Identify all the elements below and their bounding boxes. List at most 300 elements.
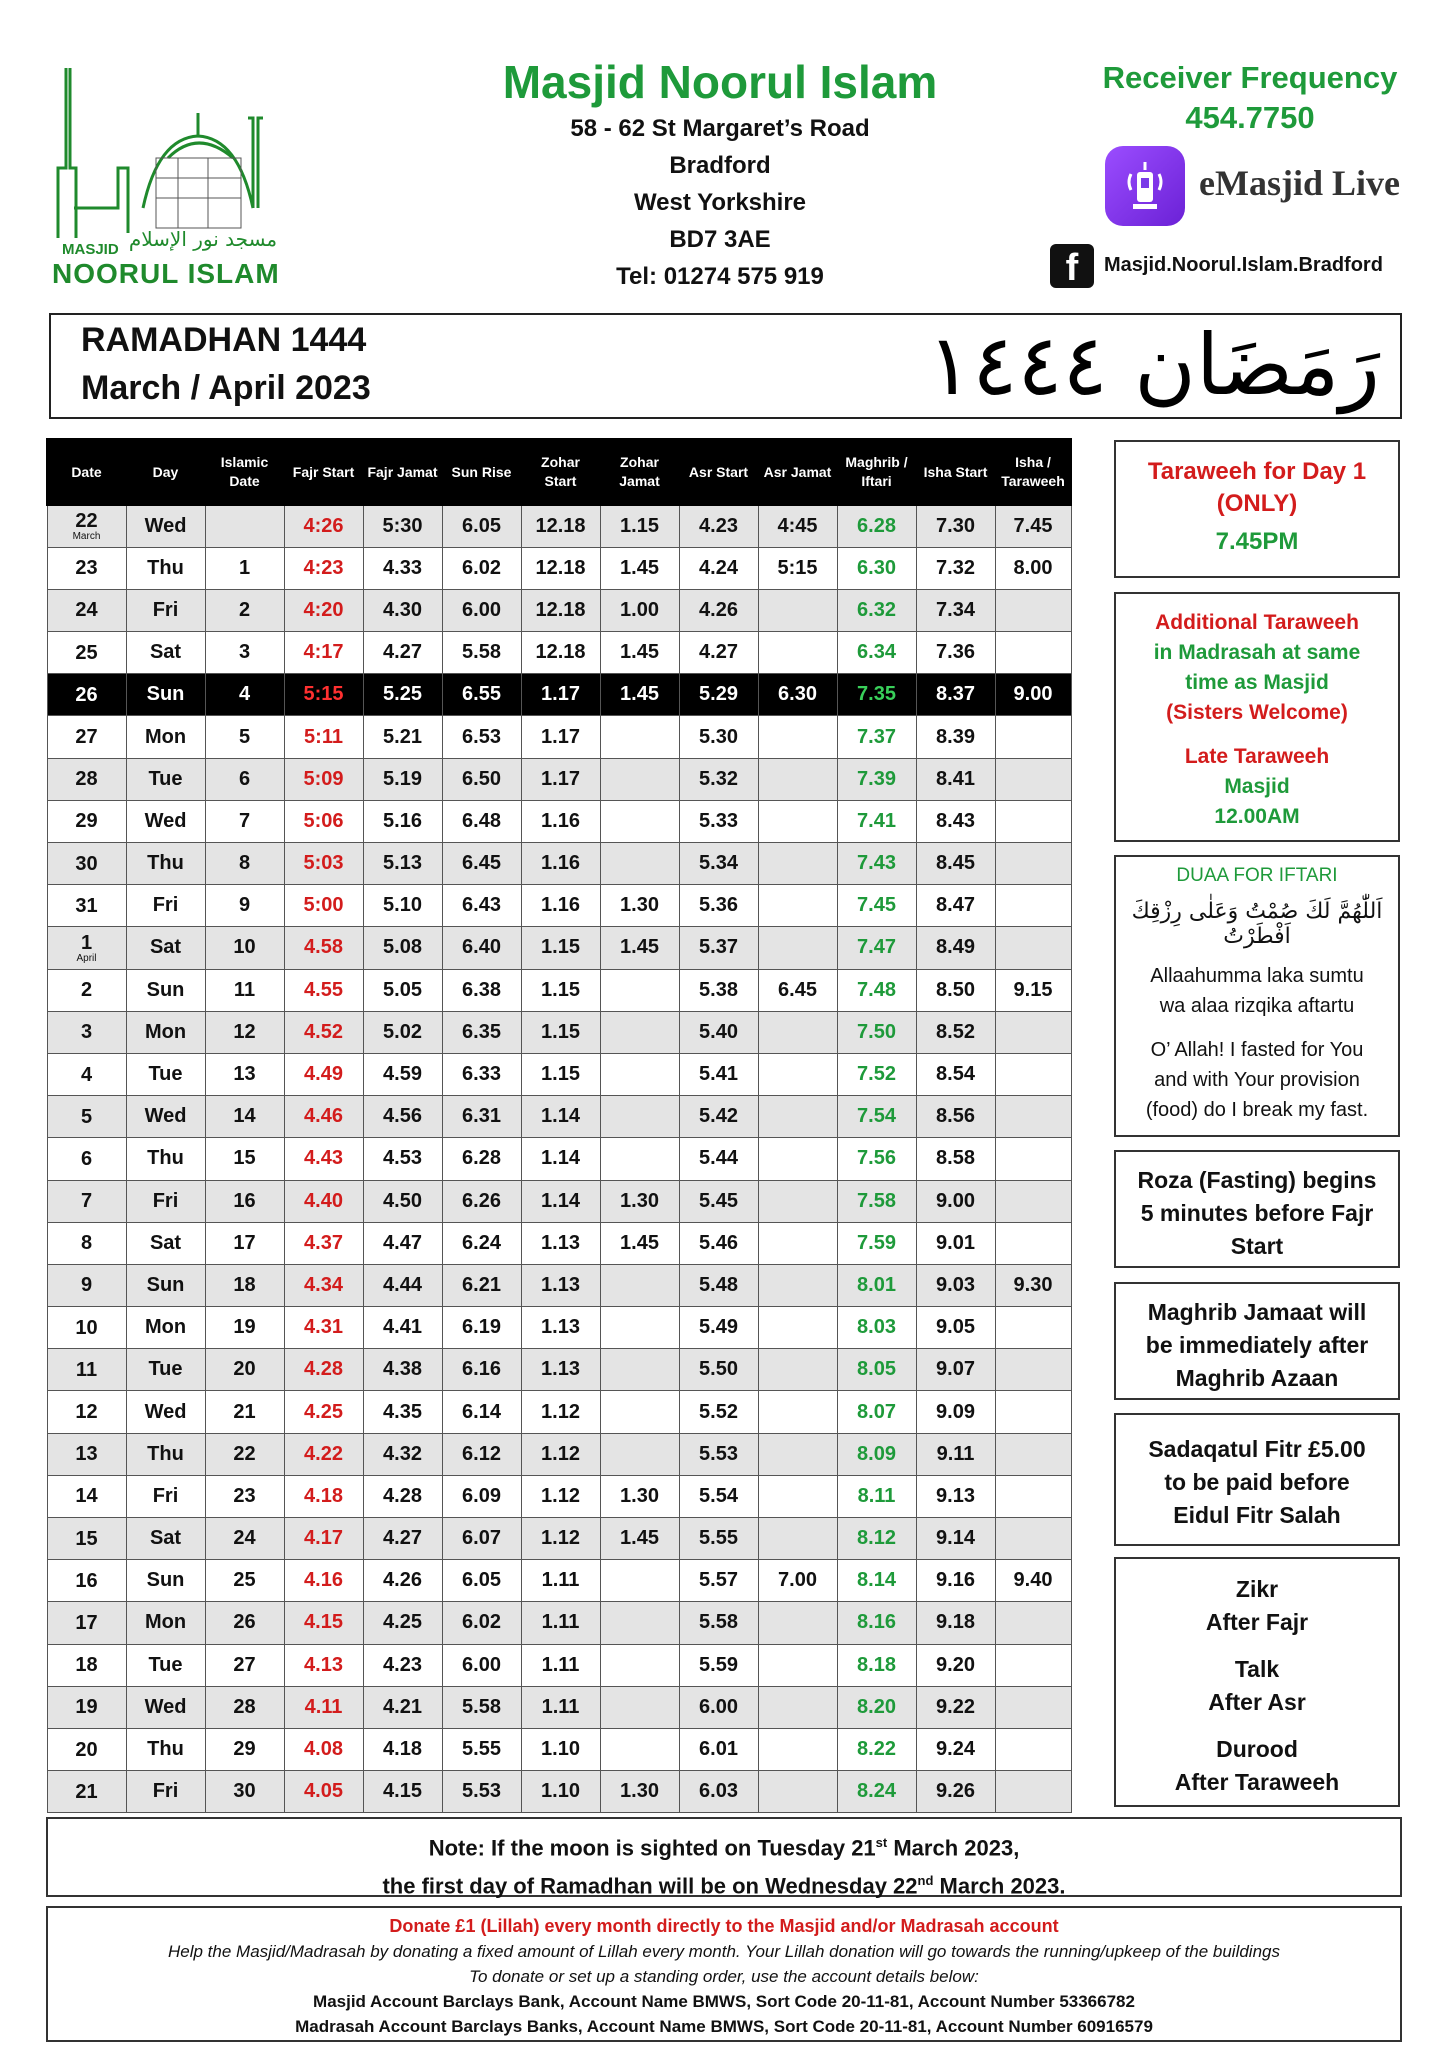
- isha-start-cell: 8.50: [916, 969, 995, 1011]
- sunrise-cell: 6.43: [442, 885, 521, 927]
- roza-line: Roza (Fasting) begins: [1137, 1167, 1377, 1193]
- maghrib-iftari-cell: 8.22: [837, 1728, 916, 1770]
- taraweeh-day1-title: Taraweeh for Day 1: [1147, 458, 1367, 485]
- zohar-start-cell: 1.11: [521, 1686, 600, 1728]
- islamic-date-cell: 4: [205, 674, 284, 716]
- taraweeh-day1-time: 7.45PM: [1215, 528, 1299, 555]
- date-cell: 1 April: [47, 927, 126, 969]
- ramadhan-title-box: [49, 313, 1402, 419]
- donation-box: [46, 1906, 1402, 2042]
- sadaqa-line: Eidul Fitr Salah: [1173, 1502, 1341, 1528]
- date-cell: 11: [47, 1349, 126, 1391]
- maghrib-iftari-cell: 7.47: [837, 927, 916, 969]
- date-cell: 31: [47, 885, 126, 927]
- duaa-translit-line: Allaahumma laka sumtu: [1150, 965, 1364, 987]
- fajr-jamat-cell: 4.18: [363, 1728, 442, 1770]
- zohar-jamat-cell: [600, 1560, 679, 1602]
- fajr-jamat-cell: 4.32: [363, 1433, 442, 1475]
- sunrise-cell: 6.24: [442, 1222, 521, 1264]
- isha-start-cell: 9.03: [916, 1264, 995, 1306]
- isha-taraweeh-cell: [995, 1053, 1071, 1095]
- isha-taraweeh-cell: [995, 927, 1071, 969]
- isha-taraweeh-cell: [995, 1307, 1071, 1349]
- roza-line: Start: [1230, 1233, 1284, 1259]
- isha-start-cell: 7.32: [916, 547, 995, 589]
- zohar-start-cell: 1.11: [521, 1602, 600, 1644]
- durood-line: After Taraweeh: [1174, 1769, 1340, 1795]
- fajr-jamat-cell: 5.02: [363, 1011, 442, 1053]
- isha-start-cell: 8.41: [916, 758, 995, 800]
- duaa-english-line: O’ Allah! I fasted for You: [1150, 1039, 1364, 1061]
- zohar-start-cell: 1.12: [521, 1391, 600, 1433]
- asr-jamat-cell: [758, 1728, 837, 1770]
- roza-line: 5 minutes before Fajr: [1140, 1200, 1374, 1226]
- fajr-jamat-cell: 5.25: [363, 674, 442, 716]
- table-row: [47, 589, 1071, 631]
- address-line: Bradford: [669, 152, 771, 179]
- fajr-start-cell: 4.58: [284, 927, 363, 969]
- table-row: [47, 1475, 1071, 1517]
- zohar-start-cell: 1.15: [521, 969, 600, 1011]
- asr-start-cell: 5.29: [679, 674, 758, 716]
- islamic-date-cell: 24: [205, 1518, 284, 1560]
- duaa-title: DUAA FOR IFTARI: [1176, 865, 1338, 886]
- asr-jamat-cell: [758, 589, 837, 631]
- zohar-start-cell: 1.16: [521, 800, 600, 842]
- address-line: West Yorkshire: [633, 189, 807, 216]
- zohar-jamat-cell: [600, 1686, 679, 1728]
- asr-start-cell: 5.45: [679, 1180, 758, 1222]
- asr-start-cell: 5.32: [679, 758, 758, 800]
- isha-start-cell: 8.37: [916, 674, 995, 716]
- fajr-jamat-cell: 4.50: [363, 1180, 442, 1222]
- zohar-start-cell: 1.15: [521, 1011, 600, 1053]
- column-header: Maghrib / Iftari: [837, 439, 916, 505]
- asr-jamat-cell: [758, 1096, 837, 1138]
- fajr-start-cell: 4.25: [284, 1391, 363, 1433]
- isha-start-cell: 8.45: [916, 843, 995, 885]
- sunrise-cell: 6.21: [442, 1264, 521, 1306]
- maghrib-iftari-cell: 7.43: [837, 843, 916, 885]
- date-cell: 19: [47, 1686, 126, 1728]
- fajr-jamat-cell: 4.47: [363, 1222, 442, 1264]
- asr-start-cell: 4.23: [679, 505, 758, 547]
- asr-jamat-cell: [758, 1307, 837, 1349]
- zohar-jamat-cell: [600, 843, 679, 885]
- sunrise-cell: 6.02: [442, 547, 521, 589]
- maghrib-line: Maghrib Azaan: [1175, 1365, 1339, 1391]
- fajr-jamat-cell: 4.27: [363, 1518, 442, 1560]
- isha-start-cell: 7.36: [916, 632, 995, 674]
- table-row: [47, 1011, 1071, 1053]
- asr-jamat-cell: 5:15: [758, 547, 837, 589]
- islamic-date-cell: 30: [205, 1771, 284, 1813]
- asr-jamat-cell: [758, 885, 837, 927]
- asr-start-cell: 5.55: [679, 1518, 758, 1560]
- day-cell: Sun: [126, 1560, 205, 1602]
- asr-jamat-cell: [758, 632, 837, 674]
- masjid-name: Masjid Noorul Islam: [502, 56, 938, 108]
- islamic-date-cell: [205, 505, 284, 547]
- zohar-start-cell: 1.13: [521, 1222, 600, 1264]
- column-header: Day: [126, 439, 205, 505]
- day-cell: Mon: [126, 716, 205, 758]
- sunrise-cell: 6.00: [442, 1644, 521, 1686]
- fajr-jamat-cell: 4.41: [363, 1307, 442, 1349]
- table-row: [47, 1349, 1071, 1391]
- isha-start-cell: 7.34: [916, 589, 995, 631]
- isha-taraweeh-cell: 9.30: [995, 1264, 1071, 1306]
- table-row: [47, 1771, 1071, 1813]
- isha-taraweeh-cell: [995, 1771, 1071, 1813]
- zohar-jamat-cell: 1.15: [600, 505, 679, 547]
- fajr-jamat-cell: 4.53: [363, 1138, 442, 1180]
- day-cell: Tue: [126, 758, 205, 800]
- isha-start-cell: 8.56: [916, 1096, 995, 1138]
- zohar-jamat-cell: [600, 1096, 679, 1138]
- month-label: March: [72, 531, 101, 543]
- asr-start-cell: 5.40: [679, 1011, 758, 1053]
- asr-start-cell: 5.34: [679, 843, 758, 885]
- telephone: Tel: 01274 575 919: [616, 263, 824, 290]
- sunrise-cell: 6.55: [442, 674, 521, 716]
- zohar-start-cell: 1.17: [521, 674, 600, 716]
- fajr-jamat-cell: 5:30: [363, 505, 442, 547]
- date-cell: 21: [47, 1771, 126, 1813]
- date-cell: 17: [47, 1602, 126, 1644]
- maghrib-iftari-cell: 7.56: [837, 1138, 916, 1180]
- asr-start-cell: 5.52: [679, 1391, 758, 1433]
- facebook-handle: Masjid.Noorul.Islam.Bradford: [1104, 254, 1383, 276]
- islamic-date-cell: 3: [205, 632, 284, 674]
- date-cell: 5: [47, 1096, 126, 1138]
- maghrib-iftari-cell: 8.07: [837, 1391, 916, 1433]
- zohar-jamat-cell: 1.45: [600, 927, 679, 969]
- maghrib-iftari-cell: 6.34: [837, 632, 916, 674]
- sunrise-cell: 6.02: [442, 1602, 521, 1644]
- duaa-english: [1116, 1035, 1398, 1125]
- asr-jamat-cell: [758, 1053, 837, 1095]
- maghrib-iftari-cell: 8.18: [837, 1644, 916, 1686]
- isha-taraweeh-cell: [995, 716, 1071, 758]
- fajr-start-cell: 4:26: [284, 505, 363, 547]
- asr-jamat-cell: [758, 1771, 837, 1813]
- sunrise-cell: 6.50: [442, 758, 521, 800]
- islamic-date-cell: 29: [205, 1728, 284, 1770]
- day-cell: Fri: [126, 1180, 205, 1222]
- asr-start-cell: 5.49: [679, 1307, 758, 1349]
- zohar-jamat-cell: 1.00: [600, 589, 679, 631]
- isha-taraweeh-cell: [995, 1222, 1071, 1264]
- table-row: [47, 800, 1071, 842]
- zohar-jamat-cell: [600, 800, 679, 842]
- maghrib-iftari-cell: 7.45: [837, 885, 916, 927]
- asr-jamat-cell: [758, 1602, 837, 1644]
- isha-start-cell: 9.14: [916, 1518, 995, 1560]
- table-row: [47, 632, 1071, 674]
- zohar-start-cell: 1.10: [521, 1728, 600, 1770]
- logo-arabic-text: مسجد نور الإسلام: [128, 227, 278, 251]
- isha-start-cell: 9.13: [916, 1475, 995, 1517]
- isha-taraweeh-cell: [995, 758, 1071, 800]
- maghrib-line: be immediately after: [1145, 1332, 1369, 1358]
- zohar-jamat-cell: 1.30: [600, 885, 679, 927]
- table-row: [47, 969, 1071, 1011]
- title-months: March / April 2023: [81, 369, 371, 407]
- isha-start-cell: 9.26: [916, 1771, 995, 1813]
- islamic-date-cell: 1: [205, 547, 284, 589]
- logo-noorul-word: NOORUL ISLAM: [52, 258, 280, 289]
- day-cell: Sat: [126, 1518, 205, 1560]
- duaa-arabic: اَللّٰهُمَّ لَكَ صُمْتُ وَعَلٰى رِزْقِكَ اَفْطَرْتُ: [1131, 899, 1383, 949]
- fajr-start-cell: 4.28: [284, 1349, 363, 1391]
- day-cell: Wed: [126, 800, 205, 842]
- fajr-jamat-cell: 4.56: [363, 1096, 442, 1138]
- sunrise-cell: 6.12: [442, 1433, 521, 1475]
- date-cell: 29: [47, 800, 126, 842]
- isha-start-cell: 8.47: [916, 885, 995, 927]
- sadaqa-line: to be paid before: [1164, 1469, 1350, 1495]
- maghrib-iftari-cell: 7.35: [837, 674, 916, 716]
- isha-taraweeh-cell: [995, 1728, 1071, 1770]
- zohar-start-cell: 12.18: [521, 547, 600, 589]
- duaa-box: [1114, 855, 1400, 1137]
- zohar-jamat-cell: [600, 1307, 679, 1349]
- prayer-timetable: [46, 438, 1072, 1813]
- isha-taraweeh-cell: 7.45: [995, 505, 1071, 547]
- zohar-start-cell: 1.13: [521, 1264, 600, 1306]
- zohar-jamat-cell: [600, 1349, 679, 1391]
- asr-start-cell: 5.37: [679, 927, 758, 969]
- islamic-date-cell: 11: [205, 969, 284, 1011]
- zohar-jamat-cell: [600, 1644, 679, 1686]
- fajr-start-cell: 5:11: [284, 716, 363, 758]
- zohar-start-cell: 1.14: [521, 1096, 600, 1138]
- fajr-start-cell: 5:15: [284, 674, 363, 716]
- fajr-jamat-cell: 4.26: [363, 1560, 442, 1602]
- isha-taraweeh-cell: [995, 1096, 1071, 1138]
- day-cell: Wed: [126, 1391, 205, 1433]
- date-cell: 9: [47, 1264, 126, 1306]
- maghrib-iftari-cell: 6.30: [837, 547, 916, 589]
- address-line: 58 - 62 St Margaret’s Road: [570, 115, 870, 142]
- table-row: [47, 885, 1071, 927]
- table-row: [47, 1686, 1071, 1728]
- table-body: [47, 505, 1071, 1813]
- date-cell: 3: [47, 1011, 126, 1053]
- asr-start-cell: 5.46: [679, 1222, 758, 1264]
- islamic-date-cell: 25: [205, 1560, 284, 1602]
- asr-start-cell: 4.27: [679, 632, 758, 674]
- day-cell: Mon: [126, 1011, 205, 1053]
- fajr-jamat-cell: 4.35: [363, 1391, 442, 1433]
- maghrib-iftari-cell: 7.37: [837, 716, 916, 758]
- fajr-jamat-cell: 4.33: [363, 547, 442, 589]
- fajr-start-cell: 5:06: [284, 800, 363, 842]
- islamic-date-cell: 16: [205, 1180, 284, 1222]
- talk-line: After Asr: [1208, 1689, 1306, 1715]
- receiver-info: [1080, 58, 1420, 138]
- maghrib-iftari-cell: 6.32: [837, 589, 916, 631]
- asr-jamat-cell: [758, 800, 837, 842]
- islamic-date-cell: 28: [205, 1686, 284, 1728]
- maghrib-iftari-cell: 8.14: [837, 1560, 916, 1602]
- zohar-start-cell: 1.17: [521, 758, 600, 800]
- zikr-talk-durood-box: [1114, 1557, 1400, 1807]
- table-row: [47, 1602, 1071, 1644]
- asr-jamat-cell: [758, 758, 837, 800]
- isha-start-cell: 9.00: [916, 1180, 995, 1222]
- islamic-date-cell: 23: [205, 1475, 284, 1517]
- column-header: Isha / Taraweeh: [995, 439, 1071, 505]
- date-cell: 28: [47, 758, 126, 800]
- date-cell: 4: [47, 1053, 126, 1095]
- fajr-start-cell: 4.05: [284, 1771, 363, 1813]
- fajr-start-cell: 4.13: [284, 1644, 363, 1686]
- table-row: [47, 1264, 1071, 1306]
- table-row: [47, 1053, 1071, 1095]
- isha-taraweeh-cell: [995, 1433, 1071, 1475]
- zohar-start-cell: 1.17: [521, 716, 600, 758]
- zohar-jamat-cell: [600, 1053, 679, 1095]
- asr-start-cell: 5.59: [679, 1644, 758, 1686]
- table-row: [47, 1307, 1071, 1349]
- asr-start-cell: 5.41: [679, 1053, 758, 1095]
- isha-start-cell: 8.54: [916, 1053, 995, 1095]
- table-row: [47, 758, 1071, 800]
- day-cell: Fri: [126, 589, 205, 631]
- column-header: Isha Start: [916, 439, 995, 505]
- moon-sighting-note: [46, 1817, 1402, 1897]
- isha-start-cell: 9.24: [916, 1728, 995, 1770]
- isha-taraweeh-cell: [995, 1391, 1071, 1433]
- day-cell: Thu: [126, 1433, 205, 1475]
- column-header: Sun Rise: [442, 439, 521, 505]
- fajr-start-cell: 4.18: [284, 1475, 363, 1517]
- asr-jamat-cell: [758, 1180, 837, 1222]
- maghrib-iftari-cell: 8.20: [837, 1686, 916, 1728]
- additional-line: (Sisters Welcome): [1166, 701, 1348, 724]
- donate-help-text: Help the Masjid/Madrasah by donating a fixed amount of Lillah every month. Your Lillah donation will go towards the running/upkeep of the buildings: [168, 1942, 1280, 1961]
- islamic-date-cell: 22: [205, 1433, 284, 1475]
- receiver-frequency: 454.7750: [1185, 100, 1315, 135]
- isha-start-cell: 9.01: [916, 1222, 995, 1264]
- zohar-jamat-cell: 1.45: [600, 674, 679, 716]
- day-cell: Fri: [126, 885, 205, 927]
- sunrise-cell: 6.33: [442, 1053, 521, 1095]
- fajr-start-cell: 4.34: [284, 1264, 363, 1306]
- day-cell: Tue: [126, 1349, 205, 1391]
- asr-jamat-cell: [758, 716, 837, 758]
- day-cell: Sun: [126, 969, 205, 1011]
- fajr-jamat-cell: 4.15: [363, 1771, 442, 1813]
- title-year: RAMADHAN 1444: [81, 321, 367, 359]
- isha-start-cell: 9.22: [916, 1686, 995, 1728]
- asr-jamat-cell: [758, 1518, 837, 1560]
- day-cell: Wed: [126, 505, 205, 547]
- zohar-start-cell: 1.16: [521, 885, 600, 927]
- date-cell: 22 March: [47, 505, 126, 547]
- asr-start-cell: 5.38: [679, 969, 758, 1011]
- zohar-jamat-cell: [600, 716, 679, 758]
- date-cell: 23: [47, 547, 126, 589]
- additional-line: Additional Taraweeh: [1155, 611, 1359, 634]
- fajr-start-cell: 4.49: [284, 1053, 363, 1095]
- zohar-start-cell: 1.15: [521, 927, 600, 969]
- maghrib-iftari-cell: 7.41: [837, 800, 916, 842]
- day-cell: Tue: [126, 1644, 205, 1686]
- fajr-jamat-cell: 5.13: [363, 843, 442, 885]
- isha-taraweeh-cell: [995, 1475, 1071, 1517]
- roza-box: [1114, 1150, 1400, 1268]
- day-cell: Sat: [126, 632, 205, 674]
- date-cell: 25: [47, 632, 126, 674]
- date-cell: 15: [47, 1518, 126, 1560]
- fajr-jamat-cell: 4.30: [363, 589, 442, 631]
- fajr-jamat-cell: 5.05: [363, 969, 442, 1011]
- isha-start-cell: 8.58: [916, 1138, 995, 1180]
- isha-taraweeh-cell: [995, 800, 1071, 842]
- fajr-jamat-cell: 5.19: [363, 758, 442, 800]
- table-row: [47, 505, 1071, 547]
- zohar-start-cell: 1.14: [521, 1180, 600, 1222]
- islamic-date-cell: 17: [205, 1222, 284, 1264]
- late-taraweeh-title: Late Taraweeh: [1184, 745, 1330, 768]
- taraweeh-day1-only: (ONLY): [1216, 490, 1298, 517]
- fajr-jamat-cell: 4.28: [363, 1475, 442, 1517]
- sunrise-cell: 6.09: [442, 1475, 521, 1517]
- isha-start-cell: 8.52: [916, 1011, 995, 1053]
- zohar-jamat-cell: [600, 1391, 679, 1433]
- maghrib-iftari-cell: 8.12: [837, 1518, 916, 1560]
- fajr-start-cell: 4.52: [284, 1011, 363, 1053]
- logo-masjid-word: MASJID: [62, 241, 119, 258]
- zohar-jamat-cell: 1.45: [600, 547, 679, 589]
- asr-start-cell: 6.01: [679, 1728, 758, 1770]
- note-line-2: the first day of Ramadhan will be on Wednesday 22nd March 2023.: [382, 1873, 1066, 1899]
- masjid-header: [430, 54, 1010, 295]
- fajr-start-cell: 4.37: [284, 1222, 363, 1264]
- fajr-start-cell: 5:03: [284, 843, 363, 885]
- isha-start-cell: 7.30: [916, 505, 995, 547]
- zohar-jamat-cell: 1.30: [600, 1475, 679, 1517]
- table-row: [47, 716, 1071, 758]
- asr-jamat-cell: [758, 1349, 837, 1391]
- fajr-start-cell: 4.15: [284, 1602, 363, 1644]
- sadaqa-line: Sadaqatul Fitr £5.00: [1148, 1436, 1366, 1462]
- isha-start-cell: 8.49: [916, 927, 995, 969]
- zohar-start-cell: 1.12: [521, 1433, 600, 1475]
- zohar-jamat-cell: [600, 1138, 679, 1180]
- emasjid-live-badge: [1105, 146, 1435, 226]
- sunrise-cell: 6.48: [442, 800, 521, 842]
- maghrib-iftari-cell: 8.11: [837, 1475, 916, 1517]
- islamic-date-cell: 12: [205, 1011, 284, 1053]
- zohar-jamat-cell: 1.30: [600, 1180, 679, 1222]
- date-cell: 26: [47, 674, 126, 716]
- zohar-jamat-cell: [600, 1728, 679, 1770]
- fajr-start-cell: 5:00: [284, 885, 363, 927]
- column-header: Zohar Start: [521, 439, 600, 505]
- zohar-start-cell: 1.12: [521, 1475, 600, 1517]
- day-cell: Thu: [126, 547, 205, 589]
- isha-taraweeh-cell: [995, 1180, 1071, 1222]
- sunrise-cell: 6.05: [442, 1560, 521, 1602]
- isha-taraweeh-cell: [995, 843, 1071, 885]
- facebook-icon: f: [1050, 244, 1094, 288]
- column-header: Date: [47, 439, 126, 505]
- maghrib-iftari-cell: 8.05: [837, 1349, 916, 1391]
